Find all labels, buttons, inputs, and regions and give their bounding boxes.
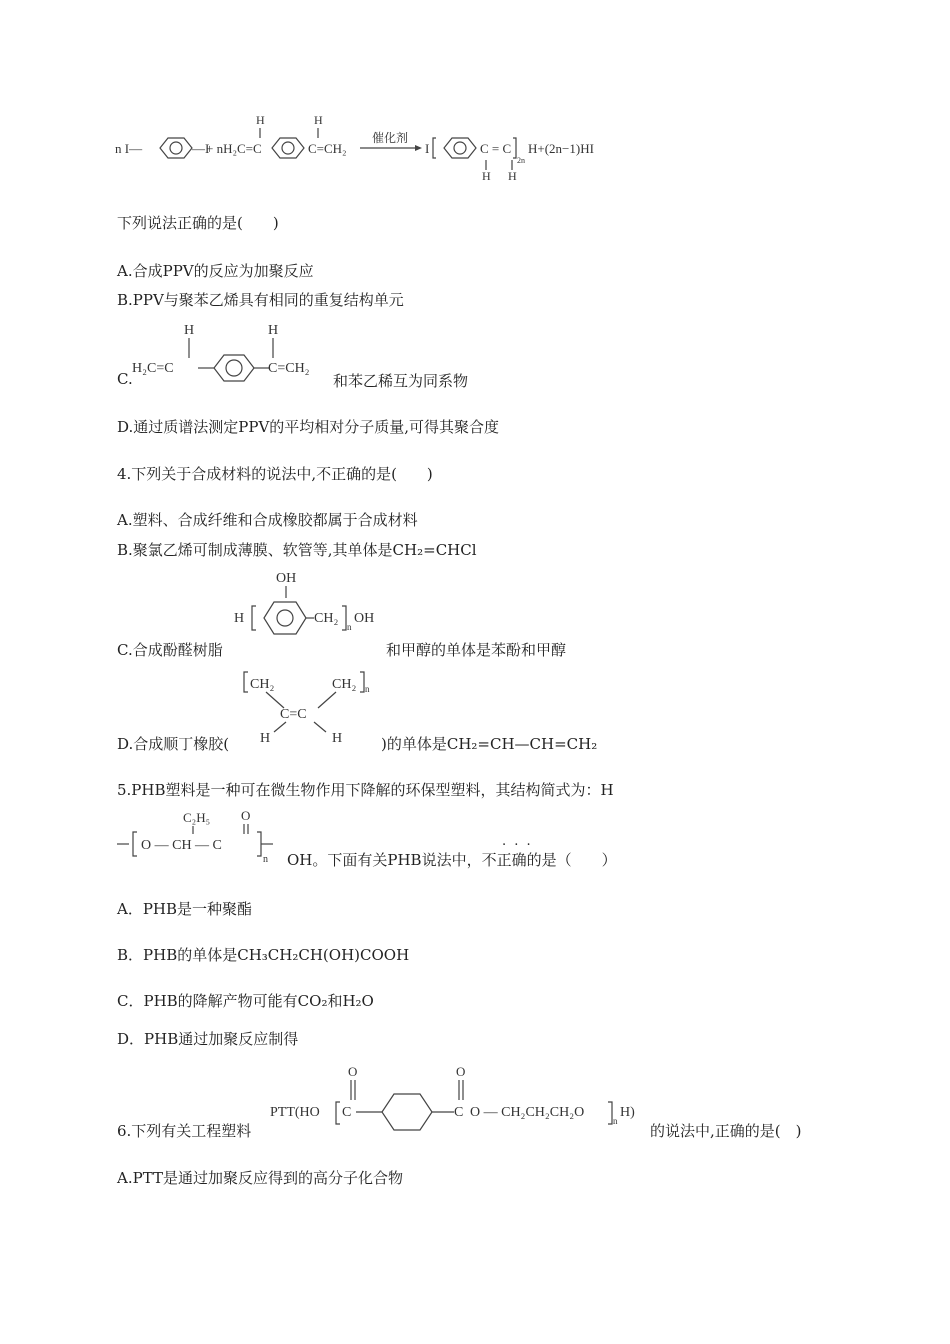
q4-option-c-prefix: C.合成酚醛树脂 [117,641,223,659]
struct-c2h5: C₂H₅ [183,810,211,825]
struct-end-oh: OH [354,611,375,626]
q5-stem-2: OH。下面有关PHB说法中，不正确的是（ ） [287,851,617,869]
phenol-formaldehyde-structure [234,566,394,646]
q5-option-d: D．PHB通过加聚反应制得 [117,1030,299,1048]
benzene-ring [214,355,254,381]
q3-option-b: B.PPV与聚苯乙烯具有相同的重复结构单元 [117,291,404,309]
product-start: I [425,141,430,156]
struct-right: C=CH₂ [268,361,310,376]
svg-text:C: C [342,1105,352,1120]
benzene-ring-2 [272,138,304,158]
struct-ch2-right: CH₂ [332,677,357,692]
struct-ch2: CH₂ [314,611,339,626]
product-end: H+(2n−1)HI [528,141,594,156]
reactant1-end: —I [192,141,210,156]
svg-text:C: C [454,1105,464,1120]
q4-stem: 4.下列关于合成材料的说法中,不正确的是( ) [117,465,433,483]
benzene-ring [264,602,306,634]
q3-option-c-prefix: C. [117,370,133,388]
cis-polybutadiene-structure [242,666,382,746]
benzene-ring [382,1094,432,1130]
emphasis-dots: . . . [502,834,533,849]
struct-o1: O [348,1064,358,1079]
struct-n: n [613,1116,618,1126]
h-top-2: H [314,113,323,127]
struct-o2: O [456,1064,466,1079]
ptt-structure [270,1062,650,1142]
q3-option-d: D.通过质谱法测定PPV的平均相对分子质量,可得其聚合度 [117,418,500,436]
q3-option-a: A.合成PPV的反应为加聚反应 [117,262,314,280]
struct-h1: H [184,323,195,338]
struct-h2: H [268,323,279,338]
reaction-scheme-image [110,108,610,188]
q6-suffix: 的说法中,正确的是( ) [650,1122,802,1140]
h-bot-2: H [508,169,517,183]
q6-option-a: A.PTT是通过加聚反应得到的高分子化合物 [117,1169,403,1187]
q5-stem: 5.PHB塑料是一种可在微生物作用下降解的环保型塑料，其结构简式为：H [117,781,614,799]
struct-h-right: H [332,731,343,746]
struct-n: n [365,684,370,694]
struct-chain: O — CH — C [141,838,222,853]
struct-oh: OH [276,571,297,586]
q4-option-c-suffix: 和甲醇的单体是苯酚和甲醇 [386,641,567,659]
struct-o-top: O [241,808,251,823]
benzene-ring-1 [160,138,192,158]
struct-n: n [347,622,352,632]
struct-left: H₂C=C [132,361,174,376]
struct-ch2-left: CH₂ [250,677,275,692]
struct-end: H) [620,1105,635,1120]
catalyst-label: 催化剂 [372,131,409,145]
struct-n: n [263,854,268,865]
struct-chain: O — CH₂CH₂CH₂O [470,1105,585,1120]
benzene-ring-3 [444,138,476,158]
vinyl-end: C=CH₂ [308,141,347,156]
product-cc: C = C [480,141,512,156]
q4-option-d-prefix: D.合成顺丁橡胶( [117,735,230,753]
struct-h: H [234,611,245,626]
q5-option-a: A．PHB是一种聚酯 [117,900,253,918]
q6-prefix: 6.下列有关工程塑料 [117,1122,252,1140]
h-bot-1: H [482,169,491,183]
phb-structure [117,806,287,866]
reactant1-label: n I— [115,141,143,156]
struct-label: PTT(HO [270,1105,320,1120]
q5-option-c: C．PHB的降解产物可能有CO₂和H₂O [117,992,374,1010]
product-subscript: 2n [517,156,525,165]
q3-stem: 下列说法正确的是( ) [117,214,279,232]
h-top-1: H [256,113,265,127]
q4-option-b: B.聚氯乙烯可制成薄膜、软管等,其单体是CH₂=CHCl [117,541,477,559]
struct-cc: C=C [280,707,307,722]
divinylbenzene-structure [132,318,332,388]
struct-h-left: H [260,731,271,746]
q4-option-d-suffix: )的单体是CH₂=CH—CH=CH₂ [381,735,598,753]
plus-vinyl: + nH₂C=C [206,141,262,156]
q5-option-b: B．PHB的单体是CH₃CH₂CH(OH)COOH [117,946,410,964]
q3-option-c-suffix: 和苯乙稀互为同系物 [333,372,469,390]
q4-option-a: A.塑料、合成纤维和合成橡胶都属于合成材料 [117,511,418,529]
